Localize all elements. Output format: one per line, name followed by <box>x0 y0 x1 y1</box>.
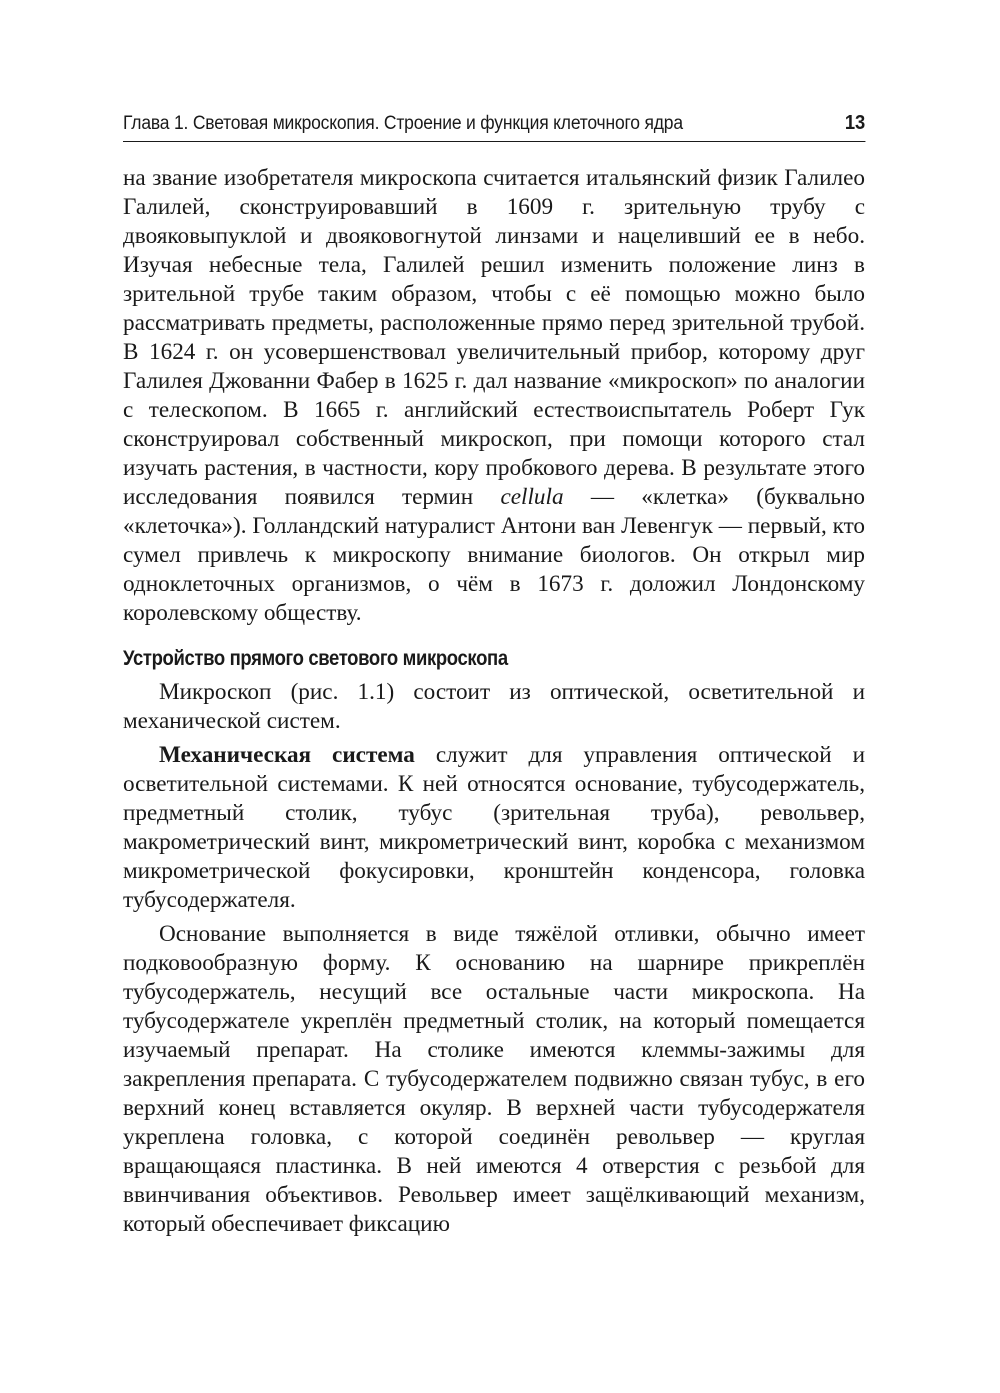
paragraph-history-text-b: — «клетка» (буквально «клеточка»). Голландский натуралист Антони ван Левенгук — первый, кто сумел привлечь к микроскопу внимание биологов. Он открыл мир одноклеточных организмов, о чём в 1673 г. доложил Лондонскому королевскому обществу. <box>123 484 865 626</box>
body-text <box>123 164 865 1239</box>
paragraph-systems: Микроскоп (рис. 1.1) состоит из оптической, осветительной и механической систем. <box>123 679 865 734</box>
latin-term: cellula <box>500 484 564 510</box>
paragraph-mechanical-system <box>123 741 865 915</box>
section-heading: Устройство прямого светового микроскопа <box>123 647 508 670</box>
page-number: 13 <box>844 112 866 134</box>
book-page <box>123 112 865 1239</box>
paragraph-history-text-a: на звание изобретателя микроскопа считается итальянский физик Галилео Галилей, сконструировавший в 1609 г. зрительную трубу с двояковыпуклой и двояковогнутой линзами и нацеливший ее в небо. Изучая небесные тела, Галилей решил изменить положение линз в зрительной трубе таким образом, чтобы с её помощью можно было рассматривать предметы, расположенные прямо перед зрительной трубой. В 1624 г. он усовершенствовал увеличительный прибор, которому друг Галилея Джованни Фабер в 1625 г. дал название «микроскоп» по аналогии с телескопом. В 1665 г. английский естествоиспытатель Роберт Гук сконструировал собственный микроскоп, при помощи которого стал изучать растения, в частности, кору пробкового дерева. В результате этого исследования появился термин <box>123 165 865 510</box>
paragraph-mechanical-text: служит для управления оптической и осветительной системами. К ней относятся основание, тубусодержатель, предметный столик, тубус (зрительная труба), револьвер, макрометрический винт, микрометрический винт, коробка с механизмом микрометрической фокусировки, кронштейн конденсора, головка тубусодержателя. <box>123 742 865 913</box>
bold-term: Механическая система <box>159 742 415 768</box>
paragraph-base: Основание выполняется в виде тяжёлой отливки, обычно имеет подковообразную форму. К основанию на шарнире прикреплён тубусодержатель, несущий все остальные части микроскопа. На тубусодержателе укреплён предметный столик, на который помещается изучаемый препарат. На столике имеются клеммы-зажимы для закрепления препарата. С тубусодержателем подвижно связан тубус, в его верхний конец вставляется окуляр. В верхней части тубусодержателя укреплена головка, с которой соединён револьвер — круглая вращающаяся пластинка. В ней имеются 4 отверстия с резьбой для ввинчивания объективов. Револьвер имеет защёлкивающий механизм, который обеспечивает фиксацию <box>123 921 865 1237</box>
running-header <box>123 112 865 142</box>
running-title: Глава 1. Световая микроскопия. Строение и функция клеточного ядра <box>123 113 683 134</box>
paragraph-history <box>123 164 865 628</box>
